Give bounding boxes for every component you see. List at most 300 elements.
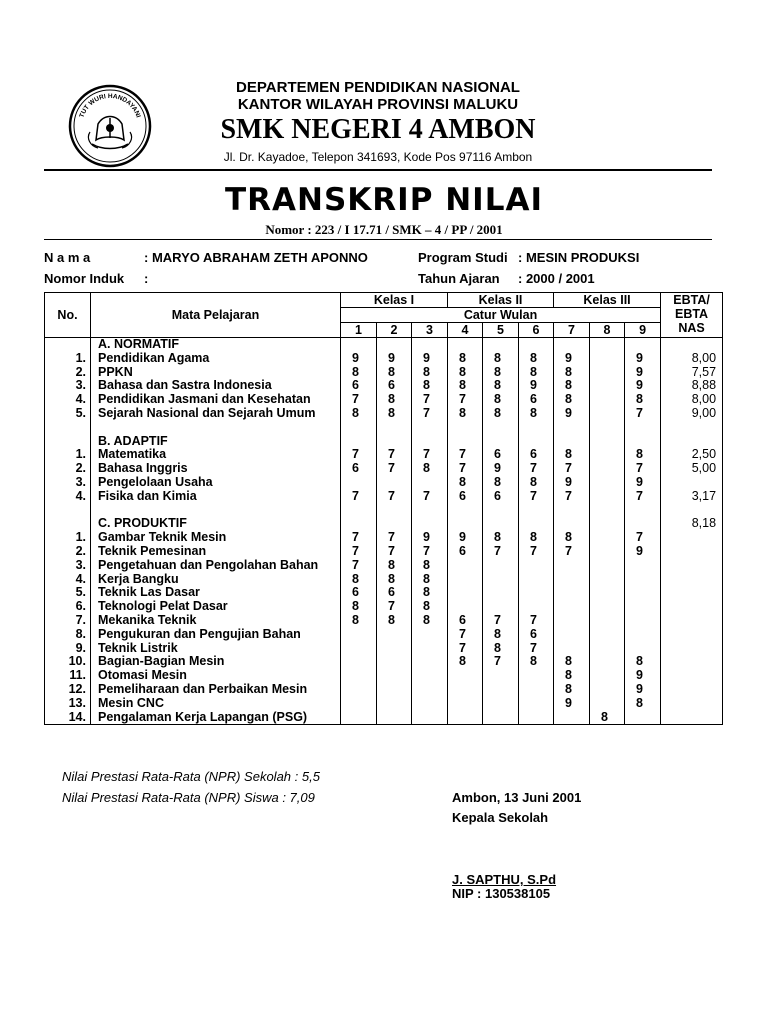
empty-cell	[412, 421, 448, 435]
name-value: : MARYO ABRAHAM ZETH APONNO	[144, 250, 368, 265]
section-row	[45, 517, 723, 531]
header-term-5: 5	[483, 323, 519, 338]
empty-cell	[554, 504, 590, 518]
grade-cell: 6	[341, 379, 377, 393]
grade-cell	[590, 669, 625, 683]
ebta-score	[661, 435, 723, 449]
grade-cell: 7	[412, 407, 448, 421]
table-row	[45, 366, 723, 380]
grade-cell	[412, 655, 448, 669]
grade-cell: 7	[625, 407, 661, 421]
name-label: N a m a	[44, 250, 91, 265]
grade-cell	[590, 407, 625, 421]
row-number	[45, 517, 91, 531]
grade-cell: 8	[412, 462, 448, 476]
grade-cell: 8	[483, 379, 519, 393]
ebta-score	[661, 628, 723, 642]
subject-name: Bahasa Inggris	[91, 462, 341, 476]
grade-cell: 6	[519, 628, 554, 642]
header-term-2: 2	[377, 323, 412, 338]
grade-cell: 8	[519, 352, 554, 366]
row-number: 1.	[45, 531, 91, 545]
row-number: 6.	[45, 600, 91, 614]
grade-cell	[483, 697, 519, 711]
grade-cell	[590, 614, 625, 628]
grade-cell: 8	[625, 655, 661, 669]
subject-name: Pengalaman Kerja Lapangan (PSG)	[91, 711, 341, 725]
grade-cell	[590, 517, 625, 531]
header-divider	[44, 169, 712, 171]
ebta-score	[661, 683, 723, 697]
grade-cell	[590, 462, 625, 476]
section-row	[45, 338, 723, 352]
grade-cell: 9	[483, 462, 519, 476]
subject-name: Pengelolaan Usaha	[91, 476, 341, 490]
grade-cell	[341, 338, 377, 352]
empty-cell	[483, 504, 519, 518]
grade-cell	[377, 655, 412, 669]
document-number: Nomor : 223 / I 17.71 / SMK – 4 / PP / 2001	[265, 222, 503, 237]
grade-cell	[483, 711, 519, 725]
header-term-4: 4	[448, 323, 483, 338]
grade-cell: 9	[377, 352, 412, 366]
section-title: B. ADAPTIF	[91, 435, 341, 449]
grade-cell: 7	[377, 545, 412, 559]
grade-cell: 8	[341, 573, 377, 587]
grade-cell: 9	[554, 697, 590, 711]
grade-cell: 7	[377, 531, 412, 545]
row-number: 7.	[45, 614, 91, 628]
table-row	[45, 531, 723, 545]
grade-cell	[590, 531, 625, 545]
grade-cell: 8	[554, 379, 590, 393]
grade-cell: 8	[625, 393, 661, 407]
grade-cell	[519, 711, 554, 725]
grade-cell: 7	[625, 490, 661, 504]
grade-cell	[412, 628, 448, 642]
grade-cell: 8	[412, 586, 448, 600]
grade-cell	[341, 711, 377, 725]
grade-cell: 6	[448, 490, 483, 504]
grade-cell	[625, 642, 661, 656]
ebta-score	[661, 600, 723, 614]
grade-cell: 7	[341, 393, 377, 407]
header-term-6: 6	[519, 323, 554, 338]
school-logo	[68, 84, 152, 168]
header-term-7: 7	[554, 323, 590, 338]
grade-cell: 9	[519, 379, 554, 393]
grade-cell: 7	[519, 545, 554, 559]
ebta-score: 8,00	[661, 352, 723, 366]
grade-cell: 7	[483, 614, 519, 628]
grade-cell	[448, 573, 483, 587]
ebta-score	[661, 614, 723, 628]
program-label: Program Studi	[418, 250, 508, 265]
grade-cell	[412, 338, 448, 352]
header-kelas-3: Kelas III	[554, 293, 661, 308]
row-number: 12.	[45, 683, 91, 697]
row-number: 1.	[45, 352, 91, 366]
subject-name: Pendidikan Jasmani dan Kesehatan	[91, 393, 341, 407]
row-number: 10.	[45, 655, 91, 669]
table-row	[45, 711, 723, 725]
grade-cell: 8	[412, 614, 448, 628]
grade-cell	[590, 600, 625, 614]
table-row	[45, 545, 723, 559]
grade-cell	[590, 393, 625, 407]
row-number: 3.	[45, 476, 91, 490]
grade-cell	[590, 448, 625, 462]
grade-cell: 7	[341, 559, 377, 573]
grade-cell	[448, 559, 483, 573]
grade-cell: 9	[625, 379, 661, 393]
grade-cell: 7	[483, 545, 519, 559]
grade-cell: 9	[625, 476, 661, 490]
nis-label: Nomor Induk	[44, 271, 125, 286]
grade-cell	[554, 338, 590, 352]
subject-name: Teknik Pemesinan	[91, 545, 341, 559]
ebta-score	[661, 669, 723, 683]
grade-cell	[377, 683, 412, 697]
grade-cell: 8	[448, 379, 483, 393]
grade-cell: 9	[412, 531, 448, 545]
grade-cell: 7	[554, 490, 590, 504]
year-label: Tahun Ajaran	[418, 271, 500, 286]
subject-name: Teknik Las Dasar	[91, 586, 341, 600]
section-title: C. PRODUKTIF	[91, 517, 341, 531]
grade-cell: 7	[448, 462, 483, 476]
grade-cell	[483, 559, 519, 573]
grade-cell: 8	[483, 407, 519, 421]
grade-cell	[590, 642, 625, 656]
grade-cell	[483, 338, 519, 352]
grade-cell	[625, 338, 661, 352]
section-row	[45, 435, 723, 449]
header-catur-wulan: Catur Wulan	[341, 308, 661, 323]
grade-cell: 8	[483, 352, 519, 366]
subject-name: Bagian-Bagian Mesin	[91, 655, 341, 669]
grade-cell	[519, 435, 554, 449]
grade-cell	[554, 600, 590, 614]
grade-cell: 8	[590, 711, 625, 725]
ebta-score	[661, 655, 723, 669]
grade-cell	[554, 573, 590, 587]
grade-cell: 9	[625, 669, 661, 683]
npr-student: Nilai Prestasi Rata-Rata (NPR) Siswa : 7,09	[62, 790, 315, 805]
empty-cell	[91, 504, 341, 518]
ebta-score: 9,00	[661, 407, 723, 421]
subject-name: Pengukuran dan Pengujian Bahan	[91, 628, 341, 642]
grade-cell: 7	[448, 642, 483, 656]
grade-cell	[519, 573, 554, 587]
row-number: 2.	[45, 462, 91, 476]
row-number: 9.	[45, 642, 91, 656]
grade-cell: 8	[412, 366, 448, 380]
grade-cell	[448, 435, 483, 449]
grade-cell: 8	[448, 655, 483, 669]
grade-cell: 8	[554, 366, 590, 380]
grade-cell	[448, 338, 483, 352]
grade-cell	[341, 655, 377, 669]
grade-cell: 8	[448, 366, 483, 380]
row-number	[45, 338, 91, 352]
grade-cell	[412, 517, 448, 531]
table-row	[45, 697, 723, 711]
header-term-3: 3	[412, 323, 448, 338]
grade-cell: 9	[625, 683, 661, 697]
subject-name: Kerja Bangku	[91, 573, 341, 587]
school-name: SMK NEGERI 4 AMBON	[220, 114, 536, 145]
grade-cell	[341, 697, 377, 711]
grade-cell	[377, 628, 412, 642]
ebta-score: 2,50	[661, 448, 723, 462]
grade-cell	[519, 517, 554, 531]
grade-cell	[519, 697, 554, 711]
grade-cell	[377, 435, 412, 449]
grade-cell: 8	[483, 628, 519, 642]
grade-cell	[448, 517, 483, 531]
grade-cell	[341, 476, 377, 490]
row-number: 2.	[45, 545, 91, 559]
grade-cell: 8	[625, 697, 661, 711]
table-row	[45, 407, 723, 421]
ebta-score: 3,17	[661, 490, 723, 504]
subject-name: Matematika	[91, 448, 341, 462]
grade-cell: 8	[341, 407, 377, 421]
grade-cell	[483, 573, 519, 587]
header-term-1: 1	[341, 323, 377, 338]
grade-cell: 8	[341, 600, 377, 614]
ebta-score: 8,88	[661, 379, 723, 393]
subject-name: Sejarah Nasional dan Sejarah Umum	[91, 407, 341, 421]
subject-name: Pemeliharaan dan Perbaikan Mesin	[91, 683, 341, 697]
grade-cell	[377, 711, 412, 725]
table-row	[45, 573, 723, 587]
row-number: 4.	[45, 573, 91, 587]
ministry-name: DEPARTEMEN PENDIDIKAN NASIONAL	[236, 79, 520, 96]
row-number: 5.	[45, 407, 91, 421]
header-term-8: 8	[590, 323, 625, 338]
grade-cell	[590, 366, 625, 380]
table-row	[45, 448, 723, 462]
header-kelas-1: Kelas I	[341, 293, 448, 308]
grade-cell	[625, 435, 661, 449]
grade-cell	[341, 669, 377, 683]
grade-cell	[554, 586, 590, 600]
grade-cell: 9	[554, 407, 590, 421]
grade-cell	[554, 711, 590, 725]
table-row	[45, 393, 723, 407]
grade-cell	[341, 517, 377, 531]
grade-cell: 9	[554, 352, 590, 366]
grade-cell: 7	[519, 490, 554, 504]
grade-cell: 7	[448, 628, 483, 642]
empty-cell	[590, 504, 625, 518]
grade-cell: 6	[483, 448, 519, 462]
grade-cell	[625, 573, 661, 587]
row-number: 3.	[45, 559, 91, 573]
grade-cell	[448, 586, 483, 600]
ebta-score	[661, 573, 723, 587]
grade-cell	[377, 697, 412, 711]
grade-cell	[377, 338, 412, 352]
grade-cell: 7	[448, 448, 483, 462]
grade-cell	[412, 476, 448, 490]
empty-cell	[91, 421, 341, 435]
program-value: : MESIN PRODUKSI	[518, 250, 640, 265]
grade-cell: 6	[448, 614, 483, 628]
row-number: 3.	[45, 379, 91, 393]
grade-cell: 7	[377, 462, 412, 476]
ebta-score: 7,57	[661, 366, 723, 380]
empty-cell	[625, 504, 661, 518]
ebta-score	[661, 545, 723, 559]
section-title: A. NORMATIF	[91, 338, 341, 352]
grade-cell	[341, 435, 377, 449]
row-number	[45, 435, 91, 449]
grade-cell	[448, 683, 483, 697]
header-ebta: EBTA/ EBTA NAS	[661, 293, 723, 338]
grade-cell: 8	[483, 531, 519, 545]
grade-cell: 8	[377, 559, 412, 573]
grade-cell: 8	[483, 642, 519, 656]
grade-cell: 6	[341, 462, 377, 476]
empty-cell	[483, 421, 519, 435]
row-number: 13.	[45, 697, 91, 711]
ebta-score	[661, 531, 723, 545]
table-row	[45, 352, 723, 366]
empty-cell	[45, 504, 91, 518]
signer-name: J. SAPTHU, S.Pd	[452, 872, 557, 887]
table-row	[45, 559, 723, 573]
grade-cell: 7	[341, 490, 377, 504]
grade-cell: 7	[377, 490, 412, 504]
table-row	[45, 490, 723, 504]
grade-cell	[412, 642, 448, 656]
nis-value: :	[144, 271, 149, 286]
table-row	[45, 683, 723, 697]
row-number: 14.	[45, 711, 91, 725]
grade-cell: 7	[483, 655, 519, 669]
grade-cell: 7	[412, 393, 448, 407]
place-date: Ambon, 13 Juni 2001	[452, 790, 582, 805]
grade-cell	[590, 573, 625, 587]
ebta-score: 5,00	[661, 462, 723, 476]
grade-cell: 9	[554, 476, 590, 490]
table-row	[45, 655, 723, 669]
grade-cell	[483, 435, 519, 449]
ebta-score: 8,00	[661, 393, 723, 407]
grade-cell: 8	[519, 476, 554, 490]
grade-cell	[412, 669, 448, 683]
ebta-score	[661, 642, 723, 656]
npr-school: Nilai Prestasi Rata-Rata (NPR) Sekolah : 5,5	[62, 769, 320, 784]
grade-cell: 7	[519, 614, 554, 628]
grade-cell	[554, 642, 590, 656]
grade-cell: 6	[519, 393, 554, 407]
ebta-score: 8,18	[661, 517, 723, 531]
table-row	[45, 669, 723, 683]
empty-cell	[341, 504, 377, 518]
grade-cell	[483, 600, 519, 614]
header-subject: Mata Pelajaran	[91, 293, 341, 338]
grade-cell	[590, 586, 625, 600]
signer-position: Kepala Sekolah	[452, 810, 549, 825]
grade-cell	[483, 683, 519, 697]
grade-cell: 6	[483, 490, 519, 504]
grade-cell: 8	[554, 393, 590, 407]
empty-cell	[448, 504, 483, 518]
grade-cell	[625, 711, 661, 725]
spacer-row	[45, 504, 723, 518]
row-number: 5.	[45, 586, 91, 600]
grade-cell	[341, 628, 377, 642]
logo-motto: TUT WURI HANDAYANI	[78, 92, 142, 119]
grade-cell: 8	[377, 614, 412, 628]
grade-cell	[625, 600, 661, 614]
grade-cell	[519, 338, 554, 352]
ebta-score	[661, 697, 723, 711]
grade-cell: 7	[412, 490, 448, 504]
empty-cell	[554, 421, 590, 435]
grade-cell: 7	[377, 600, 412, 614]
grade-cell: 7	[377, 448, 412, 462]
grade-cell	[412, 697, 448, 711]
grade-cell: 8	[377, 407, 412, 421]
grade-cell	[483, 669, 519, 683]
grade-cell	[554, 614, 590, 628]
grade-cell: 8	[519, 407, 554, 421]
grade-cell: 8	[483, 476, 519, 490]
grade-cell	[519, 669, 554, 683]
ebta-score	[661, 711, 723, 725]
grade-cell	[448, 711, 483, 725]
grade-cell: 7	[554, 545, 590, 559]
grade-cell: 7	[341, 531, 377, 545]
subject-name: Fisika dan Kimia	[91, 490, 341, 504]
grade-cell	[483, 517, 519, 531]
subject-name: Teknologi Pelat Dasar	[91, 600, 341, 614]
grade-cell: 8	[412, 559, 448, 573]
empty-cell	[661, 421, 723, 435]
grade-cell: 8	[412, 573, 448, 587]
grade-cell	[483, 586, 519, 600]
grade-cell: 7	[554, 462, 590, 476]
grade-cell	[625, 628, 661, 642]
grade-cell: 8	[412, 600, 448, 614]
grade-cell	[590, 338, 625, 352]
grade-cell	[590, 655, 625, 669]
document-title: TRANSKRIP NILAI	[225, 182, 543, 218]
grade-cell: 8	[554, 448, 590, 462]
grade-cell	[448, 697, 483, 711]
grade-cell: 6	[519, 448, 554, 462]
table-body	[45, 338, 723, 725]
table-header	[45, 293, 723, 338]
grade-cell: 8	[448, 352, 483, 366]
grade-cell: 8	[377, 573, 412, 587]
svg-text:TUT WURI HANDAYANI	[78, 93, 141, 119]
grade-cell: 8	[483, 393, 519, 407]
grade-cell	[377, 642, 412, 656]
ebta-score	[661, 586, 723, 600]
empty-cell	[377, 504, 412, 518]
empty-cell	[625, 421, 661, 435]
grade-cell	[448, 669, 483, 683]
row-number: 11.	[45, 669, 91, 683]
grade-cell	[412, 711, 448, 725]
grade-cell	[341, 683, 377, 697]
